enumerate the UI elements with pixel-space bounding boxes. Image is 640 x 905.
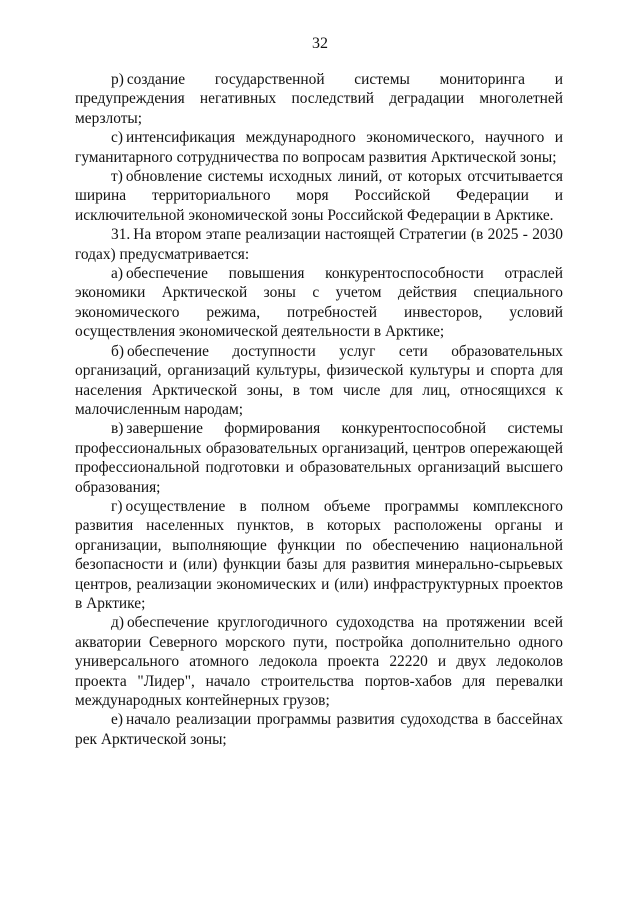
paragraph-letter: т): [111, 168, 123, 186]
paragraph-g: [75, 497, 563, 613]
paragraph-b: [75, 342, 563, 420]
paragraph-letter: р): [111, 71, 124, 88]
paragraph-text: обеспечение круглогодичного судоходства на протяжении всей акватории Северного морского пути, постройка дополнительно одного универсального атомного ледокола проекта 22220 и двух ледоколов проекта "Лидер", начало строительства портов-хабов для перевалки международных контейнерных грузов;: [75, 614, 563, 709]
paragraph-t: [75, 167, 563, 225]
document-body: [75, 70, 563, 749]
paragraph-31: [75, 225, 563, 264]
paragraph-letter: с): [111, 129, 123, 147]
paragraph-s: [75, 128, 563, 167]
paragraph-v: [75, 419, 563, 497]
paragraph-text: осуществление в полном объеме программы комплексного развития населенных пунктов, в которых расположены органы и организации, выполняющие функции по обеспечению национальной безопасности и (или) функции базы для развития минерально-сырьевых центров, реализации экономических и (или) инфраструктурных проектов в Арктике;: [75, 497, 563, 612]
paragraph-letter: е): [111, 711, 123, 729]
paragraph-text: интенсификация международного экономического, научного и гуманитарного сотрудничества по вопросам развития Арктической зоны;: [75, 129, 563, 166]
paragraph-text: создание государственной системы мониторинга и предупреждения негативных последствий деградации многолетней мерзлоты;: [75, 71, 563, 127]
paragraph-e: [75, 710, 563, 749]
paragraph-text: На втором этапе реализации настоящей Стратегии (в 2025 - 2030 годах) предусматривается:: [75, 226, 563, 263]
page-number: 32: [312, 35, 328, 52]
paragraph-number: 31.: [111, 226, 131, 244]
paragraph-letter: в): [111, 420, 124, 438]
paragraph-letter: д): [111, 614, 124, 632]
paragraph-letter: а): [111, 265, 123, 283]
paragraph-letter: г): [111, 497, 123, 515]
paragraph-text: обновление системы исходных линий, от которых отсчитывается ширина территориального моря Российской Федерации и исключительной экономической зоны Российской Федерации в Арктике.: [75, 168, 563, 224]
paragraph-d: [75, 613, 563, 710]
paragraph-letter: б): [111, 342, 124, 360]
paragraph-text: завершение формирования конкурентоспособной системы профессиональных образовательных организаций, центров опережающей профессиональной подготовки и образовательных организаций высшего образования;: [75, 420, 563, 496]
paragraph-text: обеспечение доступности услуг сети образовательных организаций, организаций культуры, физической культуры и спорта для населения Арктической зоны, в том числе для лиц, относящихся к малочисленным народам;: [75, 342, 563, 418]
paragraph-a: [75, 264, 563, 342]
paragraph-r: [75, 70, 563, 128]
paragraph-text: начало реализации программы развития судоходства в бассейнах рек Арктической зоны;: [75, 711, 563, 748]
paragraph-text: обеспечение повышения конкурентоспособности отраслей экономики Арктической зоны с учетом действия специального экономического режима, потребностей инвесторов, условий осуществления экономической деятельности в Арктике;: [75, 265, 563, 341]
